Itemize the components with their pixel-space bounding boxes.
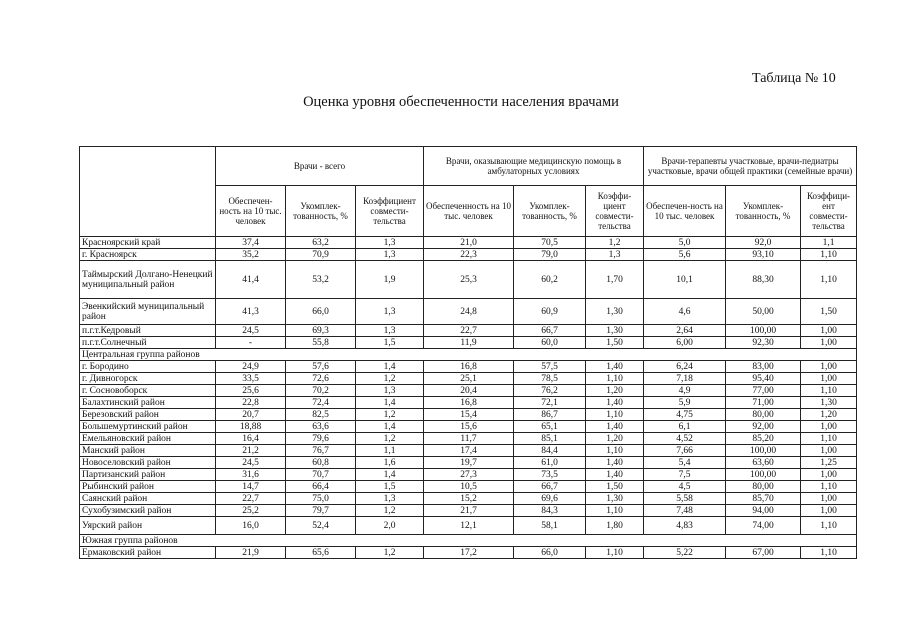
value-cell: 71,00 <box>726 397 801 409</box>
physician-provision-table <box>79 146 857 559</box>
value-cell: 5,58 <box>644 493 726 505</box>
value-cell: 16,8 <box>424 361 514 373</box>
subheader-staffing: Укомплек-тованность, % <box>726 186 801 237</box>
value-cell: 1,20 <box>586 433 644 445</box>
value-cell: 1,10 <box>586 373 644 385</box>
value-cell: 60,0 <box>514 337 586 349</box>
value-cell: 88,30 <box>726 261 801 299</box>
value-cell: 1,1 <box>801 237 857 249</box>
region-name: Сухобузимский район <box>80 505 216 517</box>
value-cell: 72,4 <box>286 397 356 409</box>
value-cell: 25,3 <box>424 261 514 299</box>
value-cell: 1,50 <box>586 337 644 349</box>
value-cell: 63,6 <box>286 421 356 433</box>
value-cell: 1,00 <box>801 421 857 433</box>
region-name: Саянский район <box>80 493 216 505</box>
value-cell: 1,3 <box>356 325 424 337</box>
value-cell: 61,0 <box>514 457 586 469</box>
value-cell: 85,20 <box>726 433 801 445</box>
value-cell: 1,10 <box>801 249 857 261</box>
value-cell: 1,2 <box>356 409 424 421</box>
value-cell: 17,2 <box>424 547 514 559</box>
value-cell: 1,25 <box>801 457 857 469</box>
value-cell: 92,0 <box>726 237 801 249</box>
value-cell: 22,7 <box>424 325 514 337</box>
value-cell: 72,1 <box>514 397 586 409</box>
value-cell: 1,10 <box>586 547 644 559</box>
region-name: Манский район <box>80 445 216 457</box>
value-cell: 70,5 <box>514 237 586 249</box>
value-cell: 63,2 <box>286 237 356 249</box>
value-cell: 1,3 <box>356 385 424 397</box>
value-cell: 79,0 <box>514 249 586 261</box>
value-cell: 10,1 <box>644 261 726 299</box>
value-cell: 4,5 <box>644 481 726 493</box>
value-cell: 74,00 <box>726 517 801 535</box>
value-cell: 100,00 <box>726 469 801 481</box>
table-body <box>80 237 857 559</box>
value-cell: 35,2 <box>216 249 286 261</box>
table-row <box>80 505 857 517</box>
value-cell: 85,70 <box>726 493 801 505</box>
value-cell: 66,4 <box>286 481 356 493</box>
value-cell: 7,18 <box>644 373 726 385</box>
value-cell: 20,7 <box>216 409 286 421</box>
value-cell: 66,7 <box>514 481 586 493</box>
value-cell: 1,4 <box>356 397 424 409</box>
value-cell: 1,6 <box>356 457 424 469</box>
value-cell: 1,10 <box>801 481 857 493</box>
value-cell: 1,30 <box>801 397 857 409</box>
value-cell: 63,60 <box>726 457 801 469</box>
region-name: г. Дивногорск <box>80 373 216 385</box>
value-cell: 14,7 <box>216 481 286 493</box>
subheader-combination-ratio: Коэффи-циент совмести-тельства <box>586 186 644 237</box>
region-name: г. Сосновоборск <box>80 385 216 397</box>
document-title: Оценка уровня обеспеченности населения врачами <box>303 94 619 110</box>
table-row <box>80 361 857 373</box>
value-cell: 1,2 <box>586 237 644 249</box>
value-cell: 1,00 <box>801 373 857 385</box>
value-cell: 85,1 <box>514 433 586 445</box>
value-cell: 6,24 <box>644 361 726 373</box>
value-cell: 67,00 <box>726 547 801 559</box>
subheader-provision: Обеспечен-ность на 10 тыс. человек <box>644 186 726 237</box>
value-cell: - <box>216 337 286 349</box>
table-row <box>80 325 857 337</box>
value-cell: 33,5 <box>216 373 286 385</box>
value-cell: 22,7 <box>216 493 286 505</box>
value-cell: 1,40 <box>586 457 644 469</box>
value-cell: 95,40 <box>726 373 801 385</box>
value-cell: 37,4 <box>216 237 286 249</box>
section-label: Южная группа районов <box>80 535 857 547</box>
value-cell: 60,8 <box>286 457 356 469</box>
value-cell: 4,6 <box>644 299 726 325</box>
value-cell: 15,4 <box>424 409 514 421</box>
value-cell: 16,8 <box>424 397 514 409</box>
value-cell: 65,1 <box>514 421 586 433</box>
table-row <box>80 433 857 445</box>
table-row <box>80 299 857 325</box>
value-cell: 5,0 <box>644 237 726 249</box>
value-cell: 50,00 <box>726 299 801 325</box>
table-row <box>80 517 857 535</box>
value-cell: 21,2 <box>216 445 286 457</box>
table-row <box>80 421 857 433</box>
value-cell: 6,1 <box>644 421 726 433</box>
value-cell: 1,00 <box>801 469 857 481</box>
section-label: Центральная группа районов <box>80 349 857 361</box>
value-cell: 1,40 <box>586 361 644 373</box>
value-cell: 100,00 <box>726 445 801 457</box>
value-cell: 20,4 <box>424 385 514 397</box>
value-cell: 80,00 <box>726 481 801 493</box>
value-cell: 82,5 <box>286 409 356 421</box>
value-cell: 12,1 <box>424 517 514 535</box>
value-cell: 65,6 <box>286 547 356 559</box>
value-cell: 60,9 <box>514 299 586 325</box>
value-cell: 92,00 <box>726 421 801 433</box>
value-cell: 86,7 <box>514 409 586 421</box>
table-row <box>80 261 857 299</box>
group-header-district-doctors: Врачи-терапевты участковые, врачи-педиатры участковые, врачи общей практики (семейные врачи) <box>644 147 857 186</box>
value-cell: 100,00 <box>726 325 801 337</box>
value-cell: 79,7 <box>286 505 356 517</box>
table-row <box>80 409 857 421</box>
value-cell: 1,00 <box>801 505 857 517</box>
value-cell: 1,1 <box>356 445 424 457</box>
value-cell: 52,4 <box>286 517 356 535</box>
value-cell: 66,0 <box>286 299 356 325</box>
value-cell: 1,10 <box>801 433 857 445</box>
value-cell: 1,00 <box>801 445 857 457</box>
value-cell: 1,30 <box>586 325 644 337</box>
value-cell: 1,00 <box>801 493 857 505</box>
section-row <box>80 349 857 361</box>
value-cell: 70,9 <box>286 249 356 261</box>
value-cell: 1,3 <box>586 249 644 261</box>
region-name: г. Бородино <box>80 361 216 373</box>
value-cell: 1,10 <box>586 409 644 421</box>
value-cell: 80,00 <box>726 409 801 421</box>
table-row <box>80 249 857 261</box>
region-name: г. Красноярск <box>80 249 216 261</box>
section-row <box>80 535 857 547</box>
region-name: Красноярский край <box>80 237 216 249</box>
subheader-staffing: Укомплек-тованность, % <box>286 186 356 237</box>
table-row <box>80 457 857 469</box>
table-row <box>80 385 857 397</box>
value-cell: 2,0 <box>356 517 424 535</box>
value-cell: 1,4 <box>356 361 424 373</box>
value-cell: 25,2 <box>216 505 286 517</box>
value-cell: 41,3 <box>216 299 286 325</box>
value-cell: 4,83 <box>644 517 726 535</box>
value-cell: 72,6 <box>286 373 356 385</box>
value-cell: 1,00 <box>801 325 857 337</box>
value-cell: 11,7 <box>424 433 514 445</box>
value-cell: 27,3 <box>424 469 514 481</box>
value-cell: 1,4 <box>356 469 424 481</box>
value-cell: 55,8 <box>286 337 356 349</box>
value-cell: 10,5 <box>424 481 514 493</box>
group-header-all-doctors: Врачи - всего <box>216 147 424 186</box>
value-cell: 1,10 <box>801 385 857 397</box>
value-cell: 24,9 <box>216 361 286 373</box>
value-cell: 5,22 <box>644 547 726 559</box>
value-cell: 25,6 <box>216 385 286 397</box>
value-cell: 1,9 <box>356 261 424 299</box>
value-cell: 75,0 <box>286 493 356 505</box>
value-cell: 2,64 <box>644 325 726 337</box>
value-cell: 24,8 <box>424 299 514 325</box>
value-cell: 1,10 <box>801 261 857 299</box>
value-cell: 4,52 <box>644 433 726 445</box>
value-cell: 69,6 <box>514 493 586 505</box>
value-cell: 77,00 <box>726 385 801 397</box>
value-cell: 6,00 <box>644 337 726 349</box>
table-row <box>80 469 857 481</box>
value-cell: 1,50 <box>586 481 644 493</box>
value-cell: 1,2 <box>356 505 424 517</box>
table-row <box>80 237 857 249</box>
value-cell: 16,0 <box>216 517 286 535</box>
region-name: Ермаковский район <box>80 547 216 559</box>
value-cell: 93,10 <box>726 249 801 261</box>
table-row <box>80 547 857 559</box>
value-cell: 1,80 <box>586 517 644 535</box>
value-cell: 4,9 <box>644 385 726 397</box>
value-cell: 1,3 <box>356 299 424 325</box>
value-cell: 84,4 <box>514 445 586 457</box>
region-name: Березовский район <box>80 409 216 421</box>
region-name: Балахтинский район <box>80 397 216 409</box>
value-cell: 11,9 <box>424 337 514 349</box>
value-cell: 78,5 <box>514 373 586 385</box>
value-cell: 1,5 <box>356 481 424 493</box>
table-row <box>80 481 857 493</box>
region-name: Новоселовский район <box>80 457 216 469</box>
table-row <box>80 397 857 409</box>
value-cell: 7,5 <box>644 469 726 481</box>
value-cell: 22,8 <box>216 397 286 409</box>
region-name: Емельяновский район <box>80 433 216 445</box>
value-cell: 57,6 <box>286 361 356 373</box>
value-cell: 7,48 <box>644 505 726 517</box>
value-cell: 1,40 <box>586 397 644 409</box>
value-cell: 69,3 <box>286 325 356 337</box>
value-cell: 15,6 <box>424 421 514 433</box>
value-cell: 1,40 <box>586 469 644 481</box>
value-cell: 1,70 <box>586 261 644 299</box>
value-cell: 1,30 <box>586 299 644 325</box>
value-cell: 31,6 <box>216 469 286 481</box>
table-number-label: Таблица № 10 <box>752 71 836 86</box>
value-cell: 22,3 <box>424 249 514 261</box>
value-cell: 4,75 <box>644 409 726 421</box>
value-cell: 21,7 <box>424 505 514 517</box>
value-cell: 79,6 <box>286 433 356 445</box>
region-name: Рыбинский район <box>80 481 216 493</box>
value-cell: 7,66 <box>644 445 726 457</box>
value-cell: 58,1 <box>514 517 586 535</box>
value-cell: 66,7 <box>514 325 586 337</box>
value-cell: 1,3 <box>356 237 424 249</box>
value-cell: 1,10 <box>801 547 857 559</box>
region-name: п.г.т.Солнечный <box>80 337 216 349</box>
value-cell: 83,00 <box>726 361 801 373</box>
value-cell: 24,5 <box>216 325 286 337</box>
value-cell: 84,3 <box>514 505 586 517</box>
value-cell: 18,88 <box>216 421 286 433</box>
value-cell: 1,00 <box>801 337 857 349</box>
subheader-staffing: Укомплек-тованность, % <box>514 186 586 237</box>
value-cell: 41,4 <box>216 261 286 299</box>
value-cell: 5,9 <box>644 397 726 409</box>
value-cell: 1,3 <box>356 493 424 505</box>
value-cell: 1,10 <box>801 517 857 535</box>
value-cell: 1,4 <box>356 421 424 433</box>
value-cell: 1,00 <box>801 361 857 373</box>
value-cell: 21,9 <box>216 547 286 559</box>
value-cell: 24,5 <box>216 457 286 469</box>
value-cell: 1,2 <box>356 433 424 445</box>
value-cell: 1,50 <box>801 299 857 325</box>
subheader-provision: Обеспеченность на 10 тыс. человек <box>424 186 514 237</box>
value-cell: 60,2 <box>514 261 586 299</box>
value-cell: 1,5 <box>356 337 424 349</box>
subheader-combination-ratio: Коэффициент совмести-тельства <box>356 186 424 237</box>
region-name: Эвенкийский муниципальный район <box>80 299 216 325</box>
table-row <box>80 373 857 385</box>
value-cell: 1,20 <box>801 409 857 421</box>
value-cell: 66,0 <box>514 547 586 559</box>
value-cell: 1,2 <box>356 547 424 559</box>
group-header-row <box>80 147 857 186</box>
subheader-combination-ratio: Коэффици-ент совмести-тельства <box>801 186 857 237</box>
value-cell: 1,3 <box>356 249 424 261</box>
value-cell: 70,2 <box>286 385 356 397</box>
value-cell: 53,2 <box>286 261 356 299</box>
table-row <box>80 337 857 349</box>
value-cell: 1,10 <box>586 445 644 457</box>
value-cell: 94,00 <box>726 505 801 517</box>
region-column-header <box>80 147 216 237</box>
value-cell: 70,7 <box>286 469 356 481</box>
subheader-provision: Обеспечен-ность на 10 тыс. человек <box>216 186 286 237</box>
region-name: Уярский район <box>80 517 216 535</box>
region-name: Таймырский Долгано-Ненецкий муниципальный район <box>80 261 216 299</box>
region-name: Партизанский район <box>80 469 216 481</box>
value-cell: 5,4 <box>644 457 726 469</box>
value-cell: 19,7 <box>424 457 514 469</box>
value-cell: 15,2 <box>424 493 514 505</box>
value-cell: 76,2 <box>514 385 586 397</box>
value-cell: 21,0 <box>424 237 514 249</box>
value-cell: 5,6 <box>644 249 726 261</box>
value-cell: 76,7 <box>286 445 356 457</box>
table-row <box>80 445 857 457</box>
value-cell: 25,1 <box>424 373 514 385</box>
value-cell: 73,5 <box>514 469 586 481</box>
value-cell: 1,2 <box>356 373 424 385</box>
region-name: Большемуртинский район <box>80 421 216 433</box>
value-cell: 16,4 <box>216 433 286 445</box>
region-name: п.г.т.Кедровый <box>80 325 216 337</box>
value-cell: 1,10 <box>586 505 644 517</box>
value-cell: 57,5 <box>514 361 586 373</box>
value-cell: 92,30 <box>726 337 801 349</box>
value-cell: 1,40 <box>586 421 644 433</box>
value-cell: 1,30 <box>586 493 644 505</box>
group-header-outpatient-doctors: Врачи, оказывающие медицинскую помощь в амбулаторных условиях <box>424 147 644 186</box>
value-cell: 17,4 <box>424 445 514 457</box>
value-cell: 1,20 <box>586 385 644 397</box>
table-row <box>80 493 857 505</box>
